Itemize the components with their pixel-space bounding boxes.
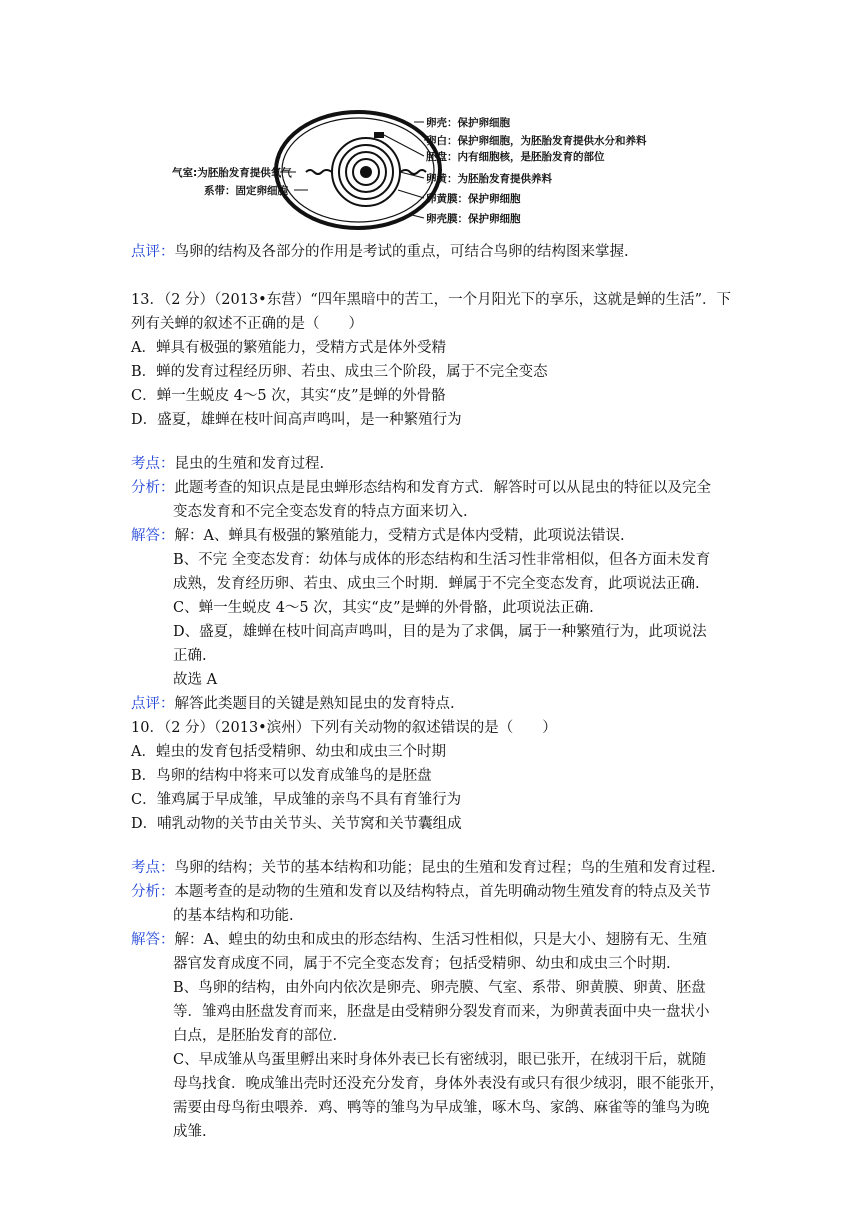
q10-kaodian-text: 鸟卵的结构；关节的基本结构和功能；昆虫的生殖和发育过程；鸟的生殖和发育过程.: [174, 860, 716, 876]
q13-option-c: C．蝉一生蜕皮 4～5 次，其实“皮”是蝉的外骨骼: [131, 388, 446, 404]
egg-membrane-shape: [282, 118, 434, 222]
q10-jieda-line-4: 等．雏鸡由胚盘发育而来，胚盘是由受精卵分裂发育而来，为卵黄表面中央一盘状小: [173, 1004, 710, 1020]
q10-fenxi-line-1: [131, 882, 711, 902]
q13-stem-line-1: 13．（2 分）（2013•东营）“四年黑暗中的苦工，一个月阳光下的享乐，这就是蝉的生活”．下: [131, 292, 732, 308]
q10-jieda-line-1: [131, 930, 707, 950]
q10-option-b: B．鸟卵的结构中将来可以发育成雏鸟的是胚盘: [131, 768, 432, 784]
q10-jieda-line-2: 器官发育成度不同，属于不完全变态发育；包括受精卵、幼虫和成虫三个时期.: [173, 956, 671, 972]
q10-fenxi-tag: 分析：: [131, 884, 175, 900]
q13-fenxi-line-2: 变态发育和不完全变态发育的特点方面来切入.: [173, 504, 468, 520]
label-air-cell: 气室:为胚胎发育提供氧气: [172, 167, 292, 179]
q13-stem-line-2: 列有关蝉的叙述不正确的是（ ）: [131, 316, 363, 332]
q13-dianping-text: 解答此类题目的关键是熟知昆虫的发育特点.: [174, 696, 455, 712]
label-shell-membrane: 卵壳膜：保护卵细胞: [426, 213, 521, 225]
review-line: [131, 242, 629, 262]
egg-shell-shape: [276, 112, 440, 228]
q10-jieda-line-7: 母鸟找食．晚成雏出壳时还没充分发育，身体外表没有或只有很少绒羽，眼不能张开，: [173, 1076, 724, 1092]
q13-jieda-line-5: D、盛夏，雄蝉在枝叶间高声鸣叫，目的是为了求偶，属于一种繁殖行为，此项说法: [173, 624, 707, 640]
q10-jieda-line-9: 成雏.: [173, 1124, 207, 1140]
q10-jieda-line-5: 白点，是胚胎发育的部位.: [173, 1028, 338, 1044]
q13-fenxi-text-1: 此题考查的知识点是昆虫蝉形态结构和发育方式．解答时可以从昆虫的特征以及完全: [174, 480, 711, 496]
q10-kaodian-line: [131, 858, 716, 878]
yolk-ring-5: [360, 166, 372, 178]
q10-jieda-tag: 解答：: [131, 932, 175, 948]
q10-jieda-text-1: 解：A、蝗虫的幼虫和成虫的形态结构、生活习性相似，只是大小、翅膀有无、生殖: [174, 932, 707, 948]
q13-kaodian-text: 昆虫的生殖和发育过程.: [174, 456, 325, 472]
q10-jieda-line-8: 需要由母鸟衔虫喂养．鸡、鸭等的雏鸟为早成雏，啄木鸟、家鸽、麻雀等的雏鸟为晚: [173, 1100, 710, 1116]
q13-kaodian-tag: 考点：: [131, 456, 175, 472]
q13-fenxi-tag: 分析：: [131, 480, 175, 496]
germinal-disc-shape: [374, 132, 384, 138]
q10-stem: 10．（2 分）（2013•滨州）下列有关动物的叙述错误的是（ ）: [131, 720, 557, 736]
review-tag: 点评：: [131, 244, 175, 260]
q13-dianping-line: [131, 694, 455, 714]
q13-jieda-line-2: B、不完 全变态发育：幼体与成体的形态结构和生活习性非常相似，但各方面未发育: [173, 552, 711, 568]
q10-jieda-line-3: B、鸟卵的结构，由外向内依次是卵壳、卵壳膜、气室、系带、卵黄膜、卵黄、胚盘: [173, 980, 706, 996]
egg-diagram: [168, 108, 688, 232]
q13-jieda-text-1: 解：A、蝉具有极强的繁殖能力，受精方式是体内受精，此项说法错误.: [174, 528, 625, 544]
q13-dianping-tag: 点评：: [131, 696, 175, 712]
q13-option-d: D．盛夏，雄蝉在枝叶间高声鸣叫，是一种繁殖行为: [131, 412, 462, 428]
q13-kaodian-line: [131, 454, 324, 474]
q10-jieda-line-6: C、早成雏从鸟蛋里孵出来时身体外表已长有密绒羽，眼已张开，在绒羽干后，就随: [173, 1052, 707, 1068]
q13-jieda-line-7: 故选 A: [173, 672, 218, 688]
egg-structure-figure: [168, 108, 688, 232]
q10-option-c: C．雏鸡属于早成雏，早成雏的亲鸟不具有育雏行为: [131, 792, 462, 808]
q10-option-d: D．哺乳动物的关节由关节头、关节窝和关节囊组成: [131, 816, 462, 832]
review-text: 鸟卵的结构及各部分的作用是考试的重点，可结合鸟卵的结构图来掌握.: [174, 244, 629, 260]
q13-option-b: B．蝉的发育过程经历卵、若虫、成虫三个阶段，属于不完全变态: [131, 364, 548, 380]
q10-kaodian-tag: 考点：: [131, 860, 175, 876]
q10-fenxi-line-2: 的基本结构和功能.: [173, 908, 294, 924]
label-yolk: 卵黄：为胚胎发育提供养料: [426, 173, 552, 185]
q13-jieda-line-4: C、蝉一生蜕皮 4～5 次，其实“皮”是蝉的外骨骼，此项说法正确.: [173, 600, 594, 616]
label-albumen: 卵白：保护卵细胞，为胚胎发育提供水分和养料: [426, 135, 647, 147]
q13-jieda-tag: 解答：: [131, 528, 175, 544]
q13-jieda-line-3: 成熟，发育经历卵、若虫、成虫三个时期．蝉属于不完全变态发育，此项说法正确.: [173, 576, 700, 592]
q10-fenxi-text-1: 本题考查的是动物的生殖和发育以及结构特点，首先明确动物生殖发育的特点及关节: [174, 884, 711, 900]
chalaza-left: [306, 170, 332, 174]
label-yolk-membrane: 卵黄膜：保护卵细胞: [426, 193, 521, 205]
label-shell: 卵壳：保护卵细胞: [426, 117, 510, 129]
q13-option-a: A．蝉具有极强的繁殖能力，受精方式是体外受精: [131, 340, 446, 356]
label-germinal-disc: 胚盘：内有细胞核，是胚胎发育的部位: [426, 151, 605, 163]
q10-option-a: A．蝗虫的发育包括受精卵、幼虫和成虫三个时期: [131, 744, 446, 760]
q13-jieda-line-1: [131, 526, 625, 546]
label-chalaza: 系带：固定卵细胞: [204, 185, 288, 197]
q13-fenxi-line-1: [131, 478, 711, 498]
q13-jieda-line-6: 正确.: [173, 648, 207, 664]
